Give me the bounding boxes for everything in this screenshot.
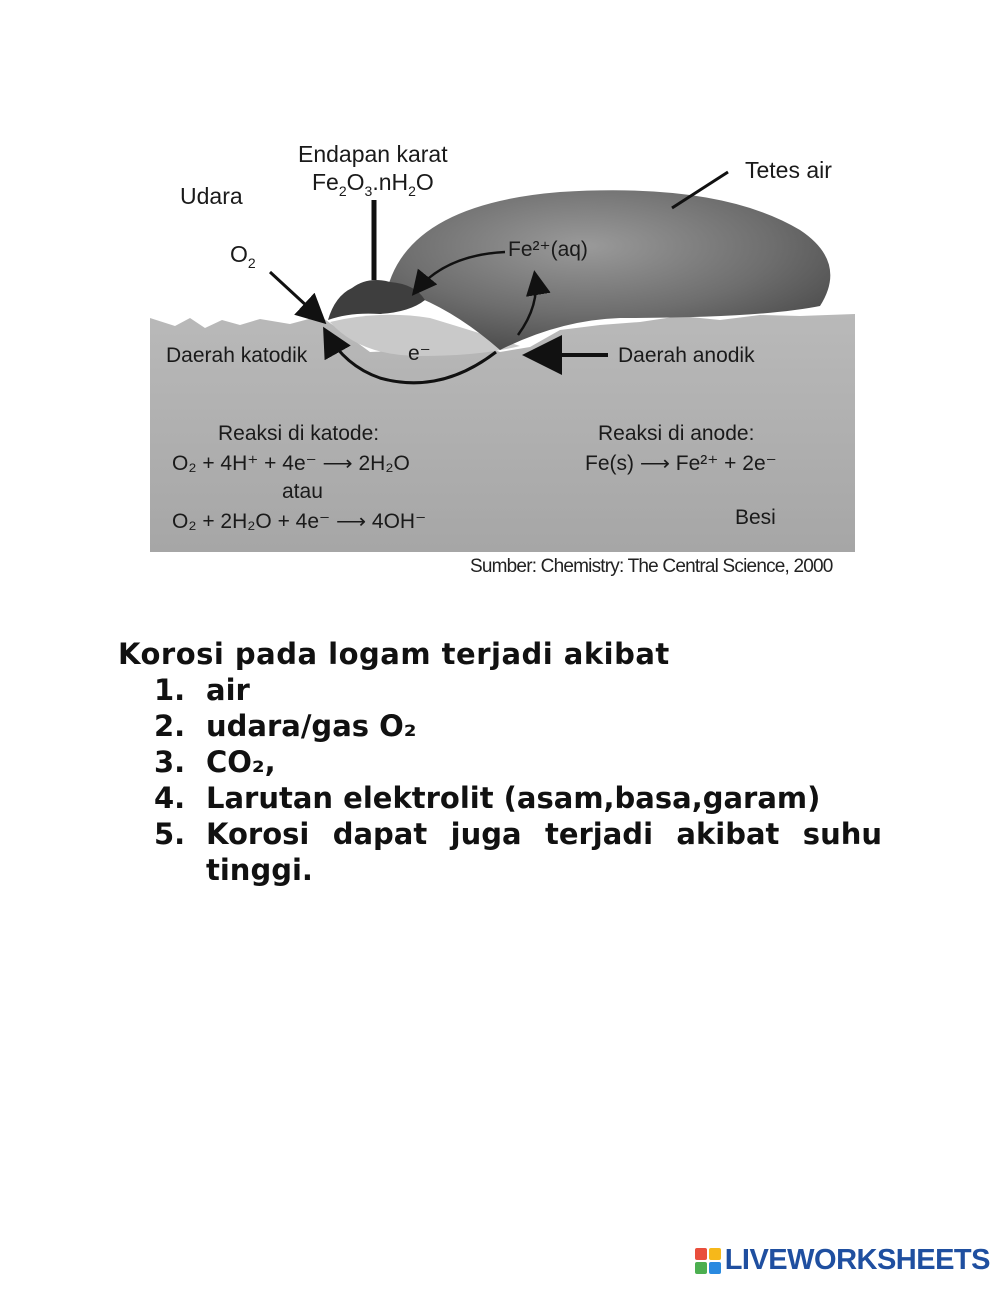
list-item xyxy=(118,780,882,816)
item-text: air xyxy=(206,673,250,707)
item-text: CO₂, xyxy=(206,745,276,779)
main-content xyxy=(118,636,882,888)
label-fe2aq: Fe²⁺(aq) xyxy=(508,238,588,261)
label-anode-eq: Fe(s) ⟶ Fe²⁺ + 2e⁻ xyxy=(585,452,777,475)
item-number: 2. xyxy=(154,709,186,743)
label-katode-eq1: O₂ + 4H⁺ + 4e⁻ ⟶ 2H₂O xyxy=(172,452,410,475)
label-udara: Udara xyxy=(180,183,243,209)
label-katode-eq2: O₂ + 2H₂O + 4e⁻ ⟶ 4OH⁻ xyxy=(172,510,427,533)
brand-text: LIVEWORKSHEETS xyxy=(724,1244,990,1276)
label-katodik: Daerah katodik xyxy=(166,344,308,367)
label-reaksi-katode: Reaksi di katode: xyxy=(218,422,380,445)
label-besi: Besi xyxy=(735,506,776,529)
item-number: 3. xyxy=(154,745,186,779)
brand-logo-icon xyxy=(695,1248,721,1274)
label-tetes: Tetes air xyxy=(745,157,832,183)
o2-arrow xyxy=(270,272,322,320)
item-number: 1. xyxy=(154,673,186,707)
label-reaksi-anode: Reaksi di anode: xyxy=(598,422,755,445)
item-number: 4. xyxy=(154,781,186,815)
label-fe2o3: $Fe_2O_3.nH_2O$ xyxy=(312,169,434,199)
cause-list xyxy=(118,672,882,888)
label-electron: e⁻ xyxy=(408,342,431,365)
list-item xyxy=(118,816,882,888)
list-item xyxy=(118,672,882,708)
label-anodik: Daerah anodik xyxy=(618,344,755,367)
figure-source: Sumber: Chemistry: The Central Science, 2000 xyxy=(470,556,833,577)
corrosion-diagram xyxy=(0,0,1000,600)
label-o2: $O_2$ xyxy=(230,241,256,271)
liveworksheets-brand[interactable] xyxy=(695,1244,990,1277)
list-item xyxy=(118,708,882,744)
item-text: Larutan elektrolit (asam,basa,garam) xyxy=(206,781,821,815)
page-heading: Korosi pada logam terjadi akibat xyxy=(118,637,670,671)
item-text: udara/gas O₂ xyxy=(206,709,417,743)
list-item xyxy=(118,744,882,780)
label-atau: atau xyxy=(282,480,323,503)
label-endapan: Endapan karat xyxy=(298,141,448,167)
item-text: Korosi dapat juga terjadi akibat suhu tinggi. xyxy=(206,817,882,887)
item-number: 5. xyxy=(154,817,186,851)
